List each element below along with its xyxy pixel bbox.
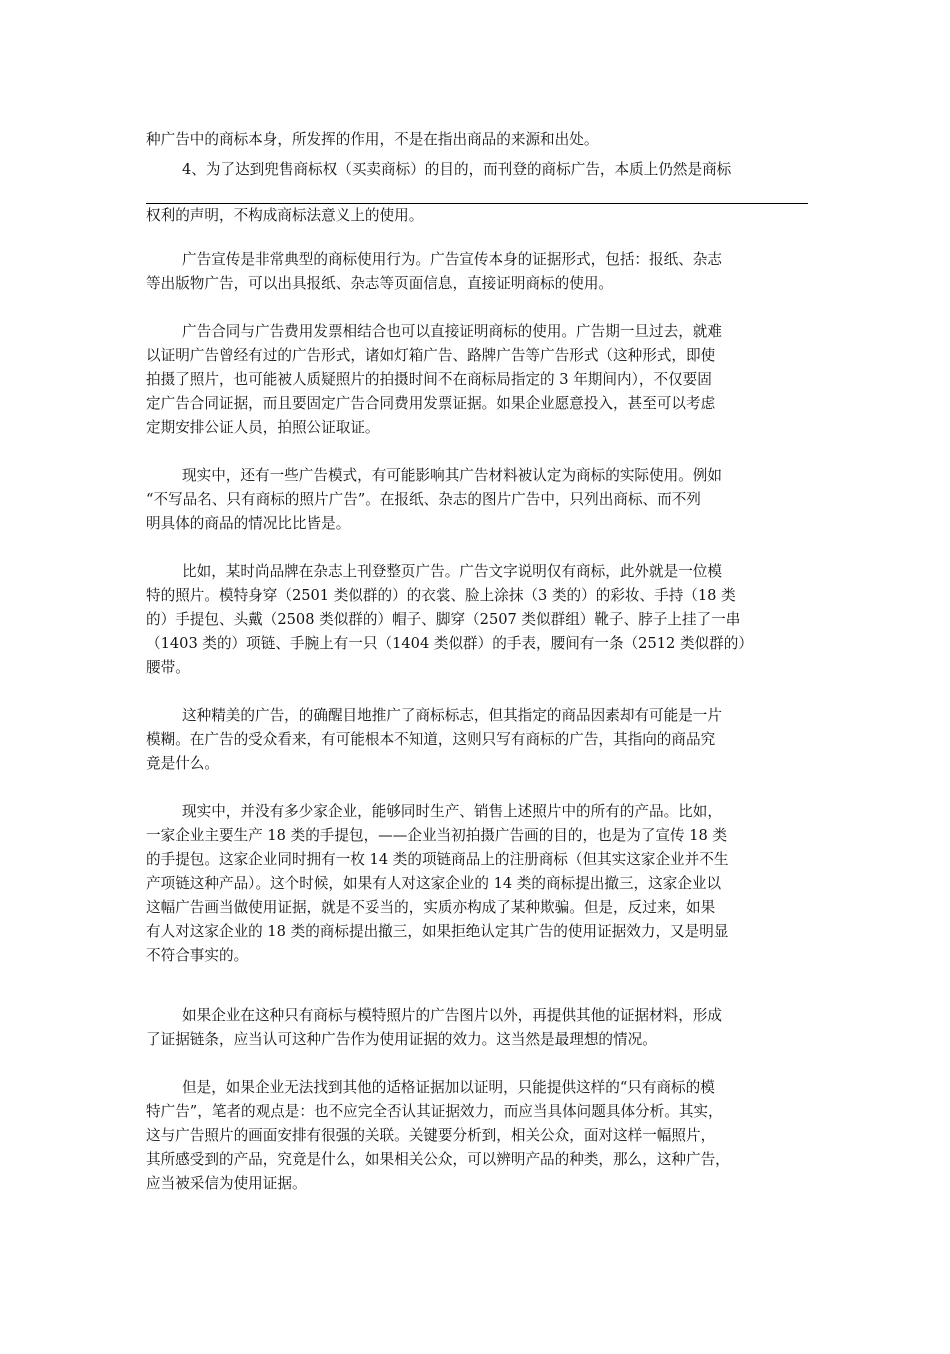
- p4-line-4: （1403 类的）项链、手腕上有一只（1404 类似群）的手表，腰间有一条（2512 类似群的）: [146, 635, 753, 652]
- p6-line-7: 不符合事实的。: [146, 947, 249, 964]
- p4-line-1: 比如，某时尚品牌在杂志上刊登整页广告。广告文字说明仅有商标，此外就是一位模: [182, 563, 722, 580]
- p3-line-3: 明具体的商品的情况比比皆是。: [146, 515, 351, 532]
- p6-line-4: 产项链这种产品）。这个时候，如果有人对这家企业的 14 类的商标提出撤三，这家企业以: [146, 875, 722, 892]
- p6-line-3: 的手提包。这家企业同时拥有一枚 14 类的项链商品上的注册商标（但其实这家企业并不生: [146, 851, 729, 868]
- p5-line-1: 这种精美的广告，的确醒目地推广了商标标志，但其指定的商品因素却有可能是一片: [182, 707, 722, 724]
- p6-line-2: 一家企业主要生产 18 类的手提包，——企业当初拍摄广告画的目的，也是为了宣传 18 类: [146, 827, 728, 844]
- p3-line-2: “不写品名、只有商标的照片广告”。在报纸、杂志的图片广告中，只列出商标、而不列: [146, 491, 701, 508]
- p8-line-5: 应当被采信为使用证据。: [146, 1175, 307, 1192]
- p8-line-1: 但是，如果企业无法找到其他的适格证据加以证明，只能提供这样的“只有商标的模: [182, 1079, 715, 1096]
- p2-line-5: 定期安排公证人员，拍照公证取证。: [146, 419, 380, 436]
- p1-line-2: 等出版物广告，可以出具报纸、杂志等页面信息，直接证明商标的使用。: [146, 275, 614, 292]
- p3-line-1: 现实中，还有一些广告模式，有可能影响其广告材料被认定为商标的实际使用。例如: [182, 467, 722, 484]
- p6-line-5: 这幅广告画当做使用证据，就是不妥当的，实质亦构成了某种欺骗。但是，反过来，如果: [146, 899, 716, 916]
- p6-line-6: 有人对这家企业的 18 类的商标提出撤三，如果拒绝认定其广告的使用证据效力，又是明显: [146, 923, 729, 940]
- p4-line-5: 腰带。: [146, 659, 190, 676]
- p7-line-1: 如果企业在这种只有商标与模特照片的广告图片以外，再提供其他的证据材料，形成: [182, 1007, 722, 1024]
- p8-line-3: 这与广告照片的画面安排有很强的关联。关键要分析到，相关公众，面对这样一幅照片，: [146, 1127, 716, 1144]
- p2-line-2: 以证明广告曾经有过的广告形式，诸如灯箱广告、路牌广告等广告形式（这种形式，即使: [146, 347, 716, 364]
- p4-line-3: 的）手提包、头戴（2508 类似群的）帽子、脚穿（2507 类似群组）靴子、脖子上挂了一串: [146, 611, 741, 628]
- p2-line-1: 广告合同与广告费用发票相结合也可以直接证明商标的使用。广告期一旦过去，就难: [182, 323, 722, 340]
- top-line-1: 种广告中的商标本身，所发挥的作用，不是在指出商品的来源和出处。: [146, 131, 599, 148]
- top-line-3: 权利的声明，不构成商标法意义上的使用。: [146, 207, 424, 224]
- p8-line-2: 特广告”，笔者的观点是：也不应完全否认其证据效力，而应当具体问题具体分析。其实，: [146, 1103, 723, 1120]
- p6-line-1: 现实中，并没有多少家企业，能够同时生产、销售上述照片中的所有的产品。比如，: [182, 803, 722, 820]
- p5-line-3: 竟是什么。: [146, 755, 219, 772]
- p1-line-1: 广告宣传是非常典型的商标使用行为。广告宣传本身的证据形式，包括：报纸、杂志: [182, 251, 722, 268]
- p7-line-2: 了证据链条，应当认可这种广告作为使用证据的效力。这当然是最理想的情况。: [146, 1031, 657, 1048]
- p8-line-4: 其所感受到的产品，究竟是什么，如果相关公众，可以辨明产品的种类，那么，这种广告，: [146, 1151, 730, 1168]
- top-line-2: 4、为了达到兜售商标权（买卖商标）的目的，而刊登的商标广告，本质上仍然是商标: [182, 161, 732, 178]
- p2-line-4: 定广告合同证据，而且要固定广告合同费用发票证据。如果企业愿意投入，甚至可以考虑: [146, 395, 716, 412]
- p5-line-2: 模糊。在广告的受众看来，有可能根本不知道，这则只写有商标的广告，其指向的商品究: [146, 731, 716, 748]
- p2-line-3: 拍摄了照片，也可能被人质疑照片的拍摄时间不在商标局指定的 3 年期间内），不仅要固: [146, 371, 712, 388]
- p4-line-2: 特的照片。模特身穿（2501 类似群的）的衣裳、脸上涂抹（3 类的）的彩妆、手持（18 类: [146, 587, 736, 604]
